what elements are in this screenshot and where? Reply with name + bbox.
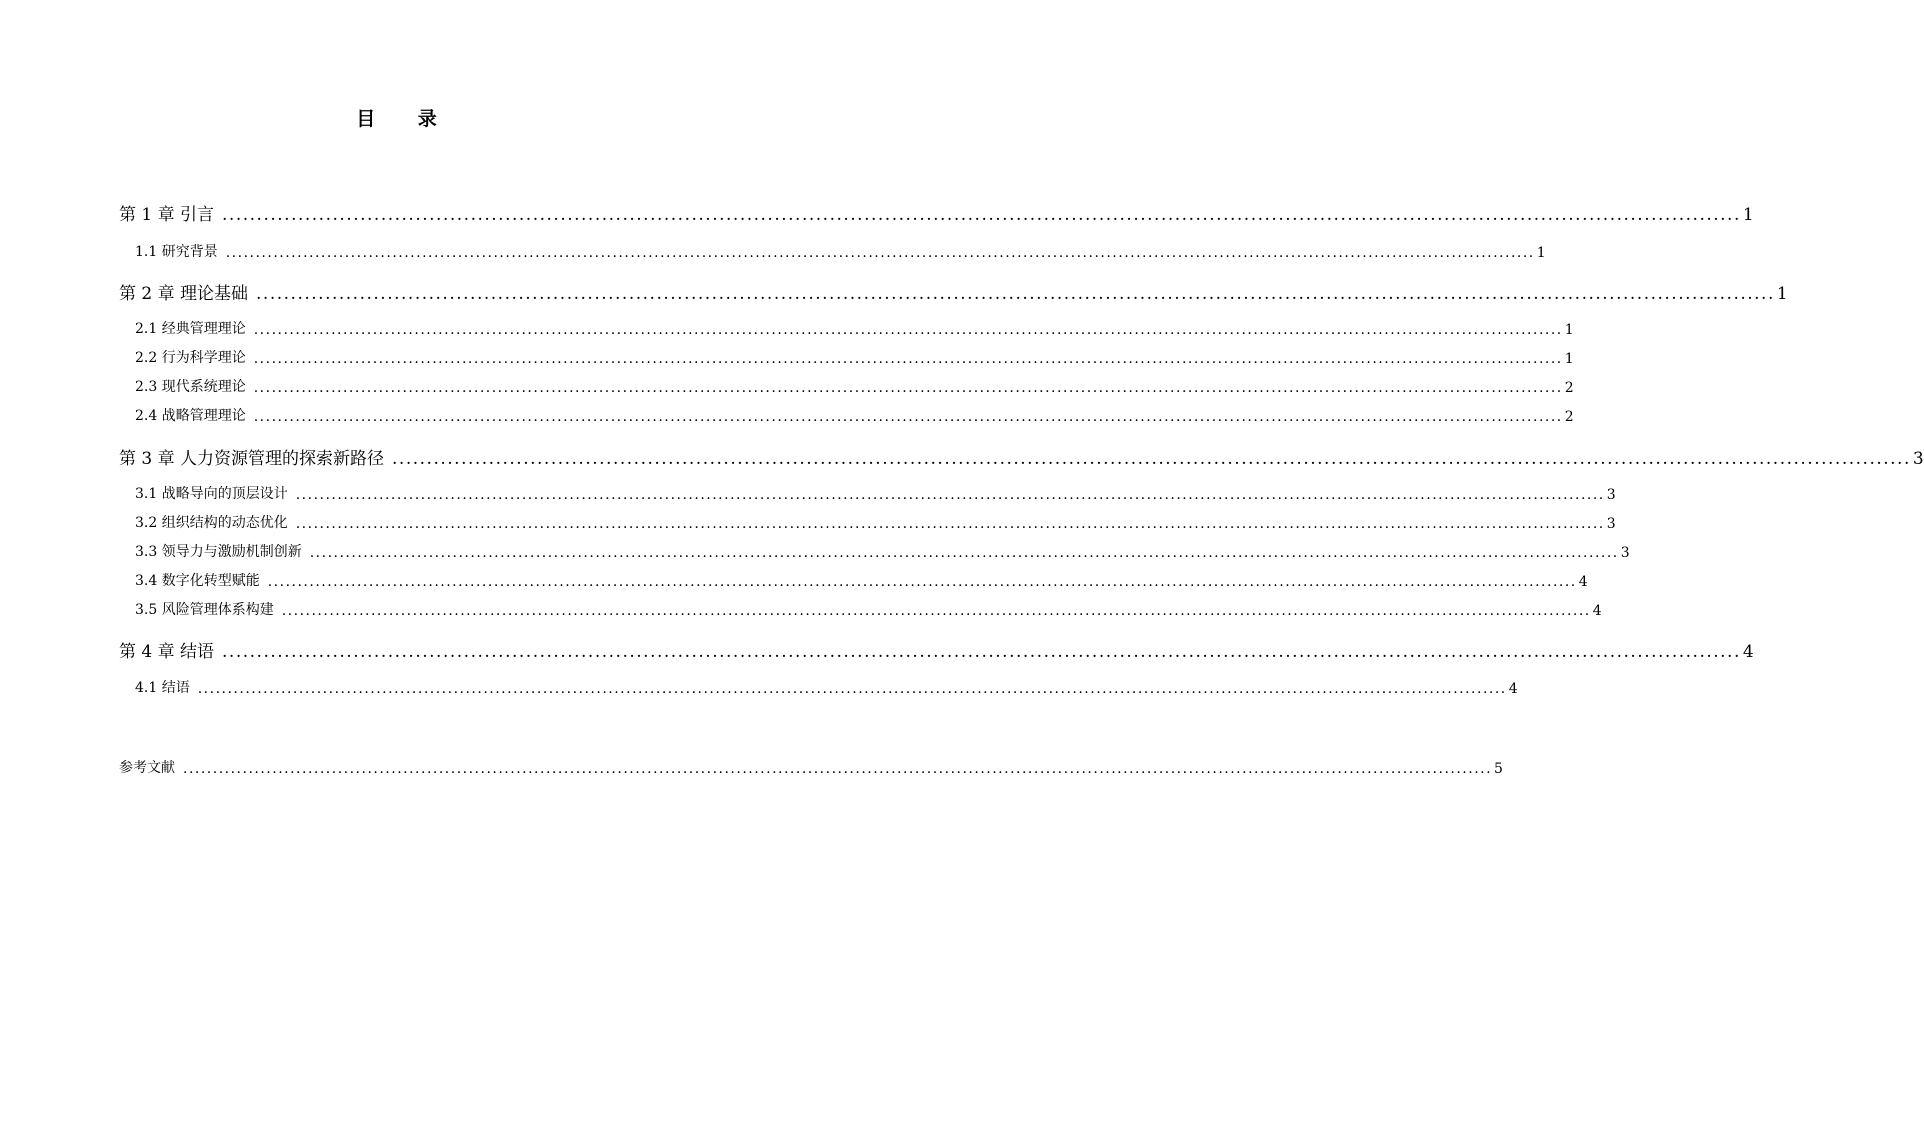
toc-entry-page: 1 bbox=[1564, 351, 1574, 367]
toc-entry-label: 1.1 研究背景 bbox=[135, 244, 218, 260]
toc-entry-section-1-1[interactable] bbox=[135, 241, 1546, 261]
toc-entry-section-2-1[interactable] bbox=[135, 318, 1574, 338]
toc-entry-label: 参考文献 bbox=[119, 760, 175, 776]
toc-entry-section-2-2[interactable] bbox=[135, 347, 1574, 367]
toc-entry-section-2-4[interactable] bbox=[135, 405, 1574, 425]
toc-entry-label: 第 2 章 理论基础 bbox=[119, 284, 249, 304]
toc-leader-dots: ............................................................................................................................................................................................................................ bbox=[295, 516, 1605, 532]
toc-entry-page: 1 bbox=[1776, 284, 1788, 304]
toc-title: 目 录 bbox=[356, 108, 455, 130]
toc-leader-dots: ............................................................................................................................................................................................................................ bbox=[225, 245, 1535, 261]
toc-entry-page: 3 bbox=[1620, 545, 1630, 561]
toc-leader-dots: ............................................................................................................................................................................................................................ bbox=[253, 409, 1563, 425]
toc-entry-section-2-3[interactable] bbox=[135, 376, 1574, 396]
toc-entry-label: 3.4 数字化转型赋能 bbox=[135, 573, 260, 589]
toc-entry-label: 2.2 行为科学理论 bbox=[135, 350, 246, 366]
toc-entry-page: 1 bbox=[1742, 205, 1754, 225]
toc-entry-page: 3 bbox=[1912, 449, 1924, 469]
toc-entry-section-3-3[interactable] bbox=[135, 541, 1630, 561]
toc-entry-label: 2.1 经典管理理论 bbox=[135, 321, 246, 337]
toc-entry-chapter-3[interactable] bbox=[119, 444, 1924, 469]
toc-entry-label: 第 3 章 人力资源管理的探索新路径 bbox=[119, 449, 385, 469]
toc-entry-page: 5 bbox=[1494, 761, 1503, 777]
toc-leader-dots: ............................................................................................................................................................................................................................ bbox=[256, 284, 1775, 304]
toc-leader-dots: ............................................................................................................................................................................................................................ bbox=[309, 545, 1619, 561]
toc-leader-dots: ............................................................................................................................................................................................................................ bbox=[267, 574, 1577, 590]
toc-entry-label: 2.3 现代系统理论 bbox=[135, 379, 246, 395]
toc-entry-label: 3.3 领导力与激励机制创新 bbox=[135, 544, 302, 560]
toc-entry-references[interactable] bbox=[119, 757, 1503, 777]
toc-entry-chapter-1[interactable] bbox=[119, 200, 1754, 225]
toc-entry-label: 第 4 章 结语 bbox=[119, 642, 215, 662]
toc-entry-page: 4 bbox=[1578, 574, 1588, 590]
toc-entry-section-3-5[interactable] bbox=[135, 599, 1602, 619]
toc-entry-page: 1 bbox=[1564, 322, 1574, 338]
toc-leader-dots: ............................................................................................................................................................................................................................ bbox=[295, 487, 1605, 503]
toc-leader-dots: ............................................................................................................................................................................................................................ bbox=[281, 603, 1591, 619]
toc-leader-dots: ............................................................................................................................................................................................................................ bbox=[183, 761, 1493, 777]
toc-entry-label: 3.5 风险管理体系构建 bbox=[135, 602, 274, 618]
toc-leader-dots: ............................................................................................................................................................................................................................ bbox=[197, 681, 1507, 697]
toc-entry-page: 1 bbox=[1536, 245, 1546, 261]
toc-entry-label: 3.2 组织结构的动态优化 bbox=[135, 515, 288, 531]
toc-leader-dots: ............................................................................................................................................................................................................................ bbox=[222, 205, 1741, 225]
toc-entry-page: 4 bbox=[1592, 603, 1602, 619]
toc-entry-section-4-1[interactable] bbox=[135, 677, 1518, 697]
toc-entry-section-3-2[interactable] bbox=[135, 512, 1616, 532]
toc-leader-dots: ............................................................................................................................................................................................................................ bbox=[222, 642, 1741, 662]
toc-entry-label: 3.1 战略导向的顶层设计 bbox=[135, 486, 288, 502]
toc-entry-label: 2.4 战略管理理论 bbox=[135, 408, 246, 424]
toc-entry-label: 第 1 章 引言 bbox=[119, 205, 215, 225]
toc-leader-dots: ............................................................................................................................................................................................................................ bbox=[253, 380, 1563, 396]
toc-entry-page: 4 bbox=[1742, 642, 1754, 662]
toc-entry-page: 3 bbox=[1606, 516, 1616, 532]
toc-entry-page: 2 bbox=[1564, 380, 1574, 396]
toc-entry-chapter-4[interactable] bbox=[119, 637, 1754, 662]
toc-leader-dots: ............................................................................................................................................................................................................................ bbox=[392, 449, 1911, 469]
toc-entry-page: 3 bbox=[1606, 487, 1616, 503]
toc-entry-page: 2 bbox=[1564, 409, 1574, 425]
toc-entry-section-3-1[interactable] bbox=[135, 483, 1616, 503]
toc-entry-chapter-2[interactable] bbox=[119, 279, 1788, 304]
toc-entry-label: 4.1 结语 bbox=[135, 680, 190, 696]
toc-leader-dots: ............................................................................................................................................................................................................................ bbox=[253, 351, 1563, 367]
toc-leader-dots: ............................................................................................................................................................................................................................ bbox=[253, 322, 1563, 338]
toc-entry-page: 4 bbox=[1508, 681, 1518, 697]
toc-entry-section-3-4[interactable] bbox=[135, 570, 1588, 590]
